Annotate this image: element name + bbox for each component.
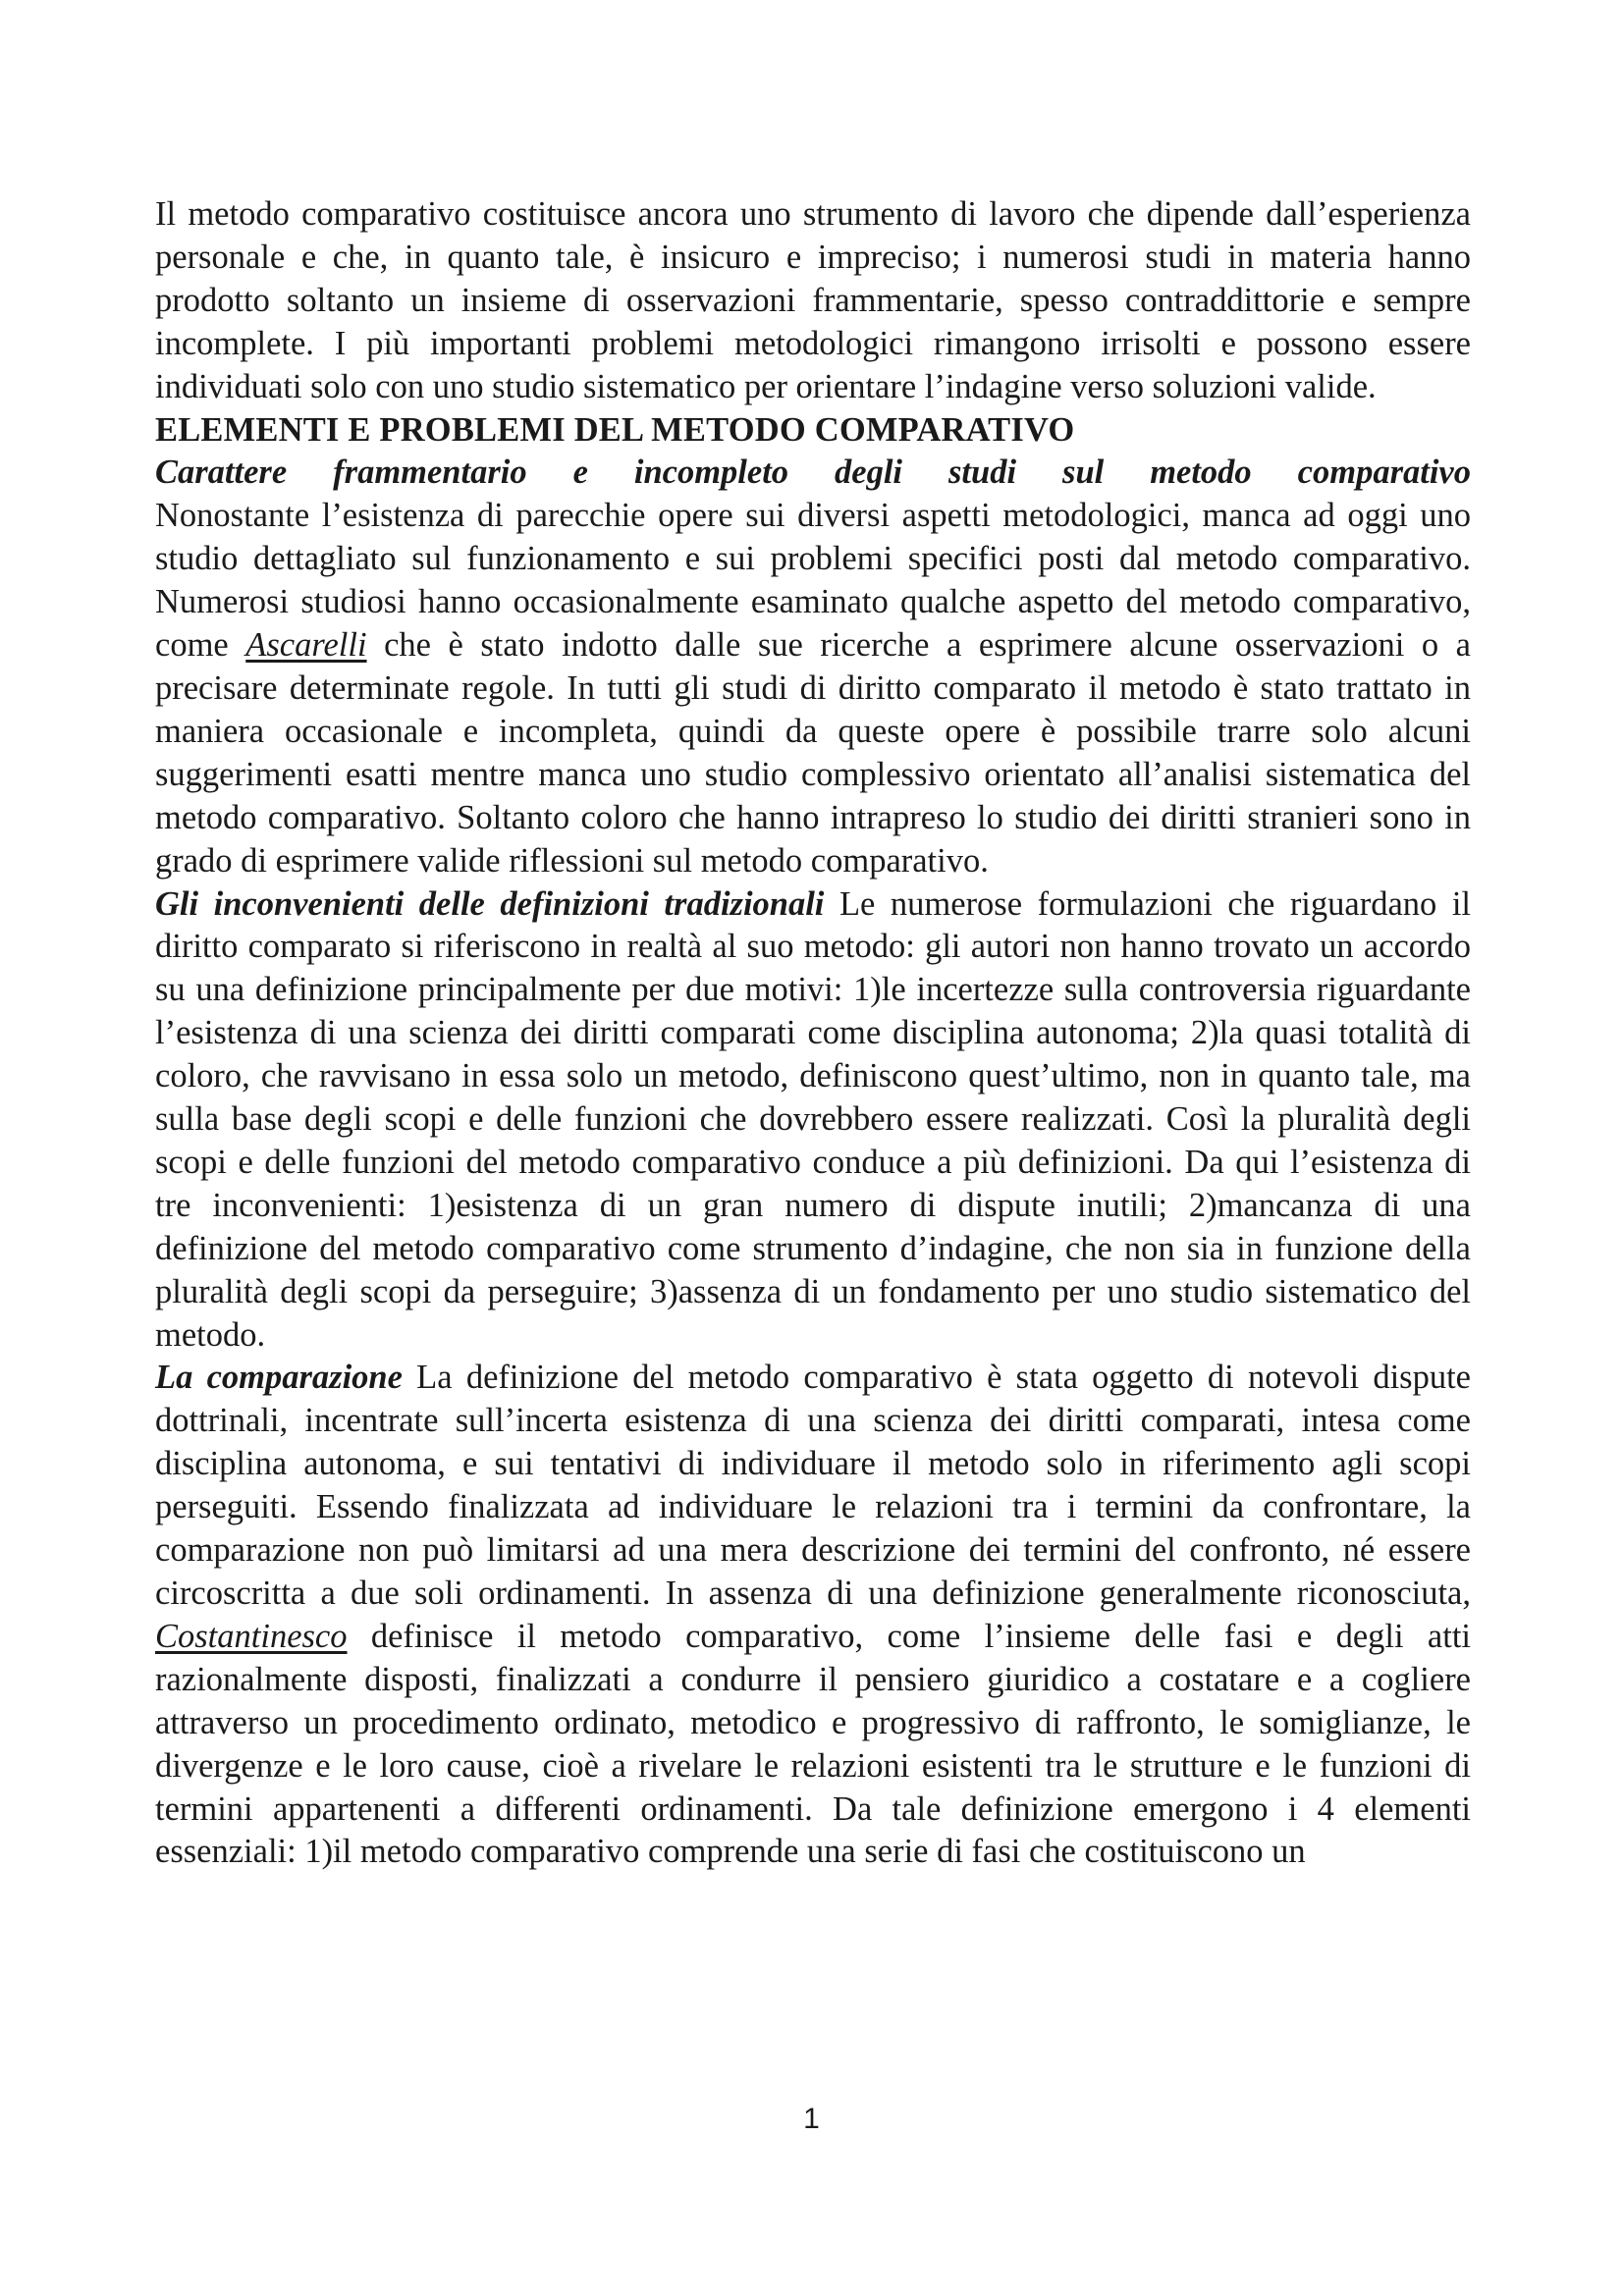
page-body bbox=[155, 193, 1471, 1874]
intro-paragraph: Il metodo comparativo costituisce ancora uno strumento di lavoro che dipende dall’esperienza personale e che, in quanto tale, è insicuro e impreciso; i numerosi studi in materia hanno prodotto soltanto un insieme di osservazioni frammentarie, spesso contraddittorie e sempre incomplete. I più importanti problemi metodologici rimangono irrisolti e possono essere individuati solo con uno studio sistematico per orientare l’indagine verso soluzioni valide. bbox=[155, 195, 1471, 405]
section-heading: ELEMENTI E PROBLEMI DEL METODO COMPARATIVO bbox=[155, 410, 1075, 449]
section2-text: Le numerose formulazioni che riguardano il diritto comparato si riferiscono in realtà al suo metodo: gli autori non hanno trovato un accordo su una definizione principalmente per due motivi: 1)le incertezze sulla controversia riguardante l’esistenza di una scienza dei diritti comparati come disciplina autonoma; 2)la quasi totalità di coloro, che ravvisano in essa solo un metodo, definiscono quest’ultimo, non in quanto tale, ma sulla base degli scopi e delle funzioni che dovrebbero essere realizzati. Così la pluralità degli scopi e delle funzioni del metodo comparativo conduce a più definizioni. Da qui l’esistenza di tre inconvenienti: 1)esistenza di un gran numero di dispute inutili; 2)mancanza di una definizione del metodo comparativo come strumento d’indagine, che non sia in funzione della pluralità degli scopi da perseguire; 3)assenza di un fondamento per uno studio sistematico del metodo. bbox=[155, 884, 1471, 1354]
section1-paragraph bbox=[155, 495, 1471, 882]
section3-text-a: La definizione del metodo comparativo è stata oggetto di notevoli dispute dottrinali, incentrate sull’incerta esistenza di una scienza dei diritti comparati, intesa come disciplina autonoma, e sui tentativi di individuare il metodo solo in riferimento agli scopi perseguiti. Essendo finalizzata ad individuare le relazioni tra i termini da confrontare, la comparazione non può limitarsi ad una mera descrizione dei termini del confronto, né essere circoscritta a due soli ordinamenti. In assenza di una definizione generalmente riconosciuta, bbox=[155, 1359, 1471, 1612]
section1-title-line bbox=[155, 452, 1471, 495]
section3-text-b: definisce il metodo comparativo, come l’insieme delle fasi e degli atti razionalmente disposti, finalizzati a condurre il pensiero giuridico a costatare e a cogliere attraverso un procedimento ordinato, metodico e progressivo di raffronto, le somiglianze, le divergenze e le loro cause, cioè a rivelare le relazioni esistenti tra le strutture e le funzioni di termini appartenenti a differenti ordinamenti. Da tale definizione emergono i 4 elementi essenziali: 1)il metodo comparativo comprende una serie di fasi che costituiscono un bbox=[155, 1617, 1471, 1871]
section1-text-b: che è stato indotto dalle sue ricerche a esprimere alcune osservazioni o a precisare determinate regole. In tutti gli studi di diritto comparato il metodo è stato trattato in maniera occasionale e incompleta, quindi da queste opere è possibile trarre solo alcuni suggerimenti esatti mentre manca uno studio complessivo orientato all’analisi sistematica del metodo comparativo. Soltanto coloro che hanno intrapreso lo studio dei diritti stranieri sono in grado di esprimere valide riflessioni sul metodo comparativo. bbox=[155, 626, 1471, 880]
author-costantinesco: Costantinesco bbox=[155, 1617, 348, 1655]
section2-paragraph bbox=[155, 883, 1471, 1358]
section1-text-a: Nonostante l’esistenza di parecchie opere sui diversi aspetti metodologici, manca ad oggi uno studio dettagliato sul funzionamento e sui problemi specifici posti dal metodo comparativo. Numerosi studiosi hanno occasionalmente esaminato qualche aspetto del metodo comparativo, come bbox=[155, 497, 1471, 665]
section3-title: La comparazione bbox=[155, 1359, 403, 1397]
section1-title: Carattere frammentario e incompleto degli studi sul metodo comparativo bbox=[155, 454, 1471, 492]
section2-title: Gli inconvenienti delle definizioni tradizionali bbox=[155, 884, 825, 923]
author-ascarelli: Ascarelli bbox=[245, 626, 367, 665]
section3-paragraph bbox=[155, 1357, 1471, 1874]
page-number: 1 bbox=[803, 2103, 820, 2135]
